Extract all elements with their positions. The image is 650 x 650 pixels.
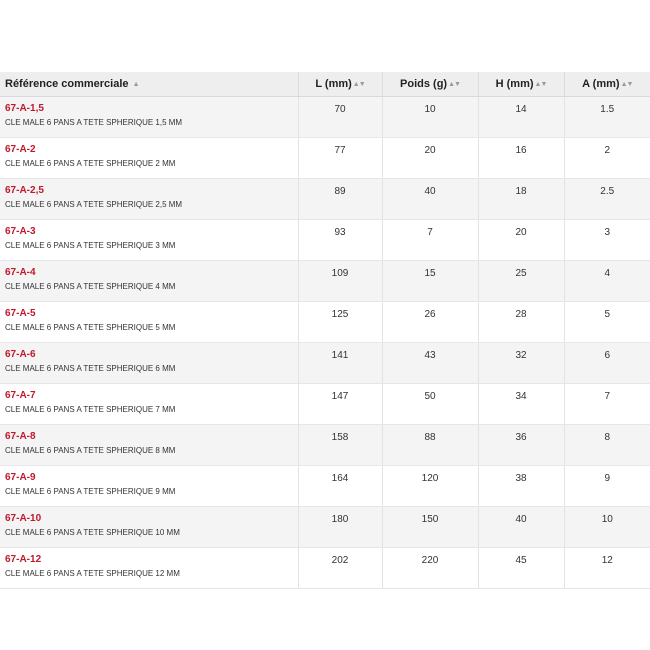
reference-code-link[interactable]: 67-A-9 [5,472,36,483]
reference-description: CLE MALE 6 PANS A TETE SPHERIQUE 3 MM [5,241,176,250]
cell-height: 20 [478,220,564,261]
cell-length: 164 [298,466,382,507]
cell-height: 16 [478,138,564,179]
cell-a: 2.5 [564,179,650,220]
cell-height: 36 [478,425,564,466]
cell-a: 7 [564,384,650,425]
cell-reference [0,138,298,179]
header-height[interactable] [478,72,564,97]
table-body [0,97,650,589]
cell-weight: 220 [382,548,478,589]
reference-code-link[interactable]: 67-A-7 [5,390,36,401]
cell-a: 5 [564,302,650,343]
reference-code-link[interactable]: 67-A-5 [5,308,36,319]
reference-code-link[interactable]: 67-A-2,5 [5,185,44,196]
header-length[interactable] [298,72,382,97]
header-weight[interactable] [382,72,478,97]
cell-reference [0,179,298,220]
header-height-label: H (mm) [495,78,534,90]
cell-height: 38 [478,466,564,507]
cell-height: 28 [478,302,564,343]
cell-reference [0,302,298,343]
header-weight-label: Poids (g) [400,78,448,90]
table-row [0,343,650,384]
cell-weight: 43 [382,343,478,384]
header-row [0,72,650,97]
table-row [0,384,650,425]
reference-code-link[interactable]: 67-A-1,5 [5,103,44,114]
cell-reference [0,220,298,261]
cell-length: 125 [298,302,382,343]
product-table-container [0,72,650,589]
header-a[interactable] [564,72,650,97]
cell-weight: 40 [382,179,478,220]
cell-height: 14 [478,97,564,138]
reference-code-link[interactable]: 67-A-12 [5,554,42,565]
reference-code-link[interactable]: 67-A-2 [5,144,36,155]
cell-a: 9 [564,466,650,507]
cell-reference [0,425,298,466]
cell-a: 1.5 [564,97,650,138]
header-reference[interactable] [0,72,298,97]
cell-weight: 7 [382,220,478,261]
cell-height: 40 [478,507,564,548]
reference-description: CLE MALE 6 PANS A TETE SPHERIQUE 7 MM [5,405,176,414]
reference-description: CLE MALE 6 PANS A TETE SPHERIQUE 2,5 MM [5,200,183,209]
cell-a: 4 [564,261,650,302]
cell-a: 6 [564,343,650,384]
cell-height: 34 [478,384,564,425]
reference-description: CLE MALE 6 PANS A TETE SPHERIQUE 1,5 MM [5,118,183,127]
cell-height: 45 [478,548,564,589]
reference-code-link[interactable]: 67-A-3 [5,226,36,237]
header-reference-label: Référence commerciale [5,78,129,90]
cell-height: 25 [478,261,564,302]
cell-a: 12 [564,548,650,589]
cell-weight: 26 [382,302,478,343]
table-row [0,97,650,138]
cell-height: 18 [478,179,564,220]
cell-length: 109 [298,261,382,302]
table-row [0,425,650,466]
reference-code-link[interactable]: 67-A-8 [5,431,36,442]
cell-reference [0,261,298,302]
table-row [0,466,650,507]
sort-arrows-icon: ▲▼ [448,81,460,88]
cell-weight: 150 [382,507,478,548]
cell-a: 10 [564,507,650,548]
cell-weight: 10 [382,97,478,138]
reference-description: CLE MALE 6 PANS A TETE SPHERIQUE 4 MM [5,282,176,291]
cell-weight: 50 [382,384,478,425]
cell-reference [0,548,298,589]
cell-length: 158 [298,425,382,466]
cell-a: 8 [564,425,650,466]
table-row [0,220,650,261]
cell-length: 89 [298,179,382,220]
sort-asc-icon: ▲ [132,81,139,88]
cell-weight: 120 [382,466,478,507]
reference-description: CLE MALE 6 PANS A TETE SPHERIQUE 10 MM [5,528,180,537]
table-row [0,179,650,220]
table-row [0,507,650,548]
cell-reference [0,507,298,548]
reference-description: CLE MALE 6 PANS A TETE SPHERIQUE 5 MM [5,323,176,332]
cell-height: 32 [478,343,564,384]
cell-reference [0,466,298,507]
cell-length: 77 [298,138,382,179]
cell-length: 180 [298,507,382,548]
table-row [0,302,650,343]
table-row [0,261,650,302]
cell-length: 141 [298,343,382,384]
sort-arrows-icon: ▲▼ [534,81,547,88]
product-table [0,72,650,589]
cell-reference [0,384,298,425]
cell-length: 147 [298,384,382,425]
sort-arrows-icon: ▲▼ [352,81,365,88]
cell-weight: 20 [382,138,478,179]
cell-reference [0,343,298,384]
cell-length: 202 [298,548,382,589]
reference-code-link[interactable]: 67-A-6 [5,349,36,360]
table-row [0,138,650,179]
sort-arrows-icon: ▲▼ [620,81,633,88]
cell-a: 2 [564,138,650,179]
cell-length: 93 [298,220,382,261]
cell-a: 3 [564,220,650,261]
header-length-label: L (mm) [315,78,352,90]
reference-description: CLE MALE 6 PANS A TETE SPHERIQUE 12 MM [5,569,180,578]
table-row [0,548,650,589]
reference-code-link[interactable]: 67-A-10 [5,513,42,524]
reference-code-link[interactable]: 67-A-4 [5,267,36,278]
reference-description: CLE MALE 6 PANS A TETE SPHERIQUE 6 MM [5,364,176,373]
reference-description: CLE MALE 6 PANS A TETE SPHERIQUE 2 MM [5,159,176,168]
reference-description: CLE MALE 6 PANS A TETE SPHERIQUE 9 MM [5,487,176,496]
cell-length: 70 [298,97,382,138]
cell-reference [0,97,298,138]
header-a-label: A (mm) [582,78,620,90]
cell-weight: 88 [382,425,478,466]
cell-weight: 15 [382,261,478,302]
reference-description: CLE MALE 6 PANS A TETE SPHERIQUE 8 MM [5,446,176,455]
